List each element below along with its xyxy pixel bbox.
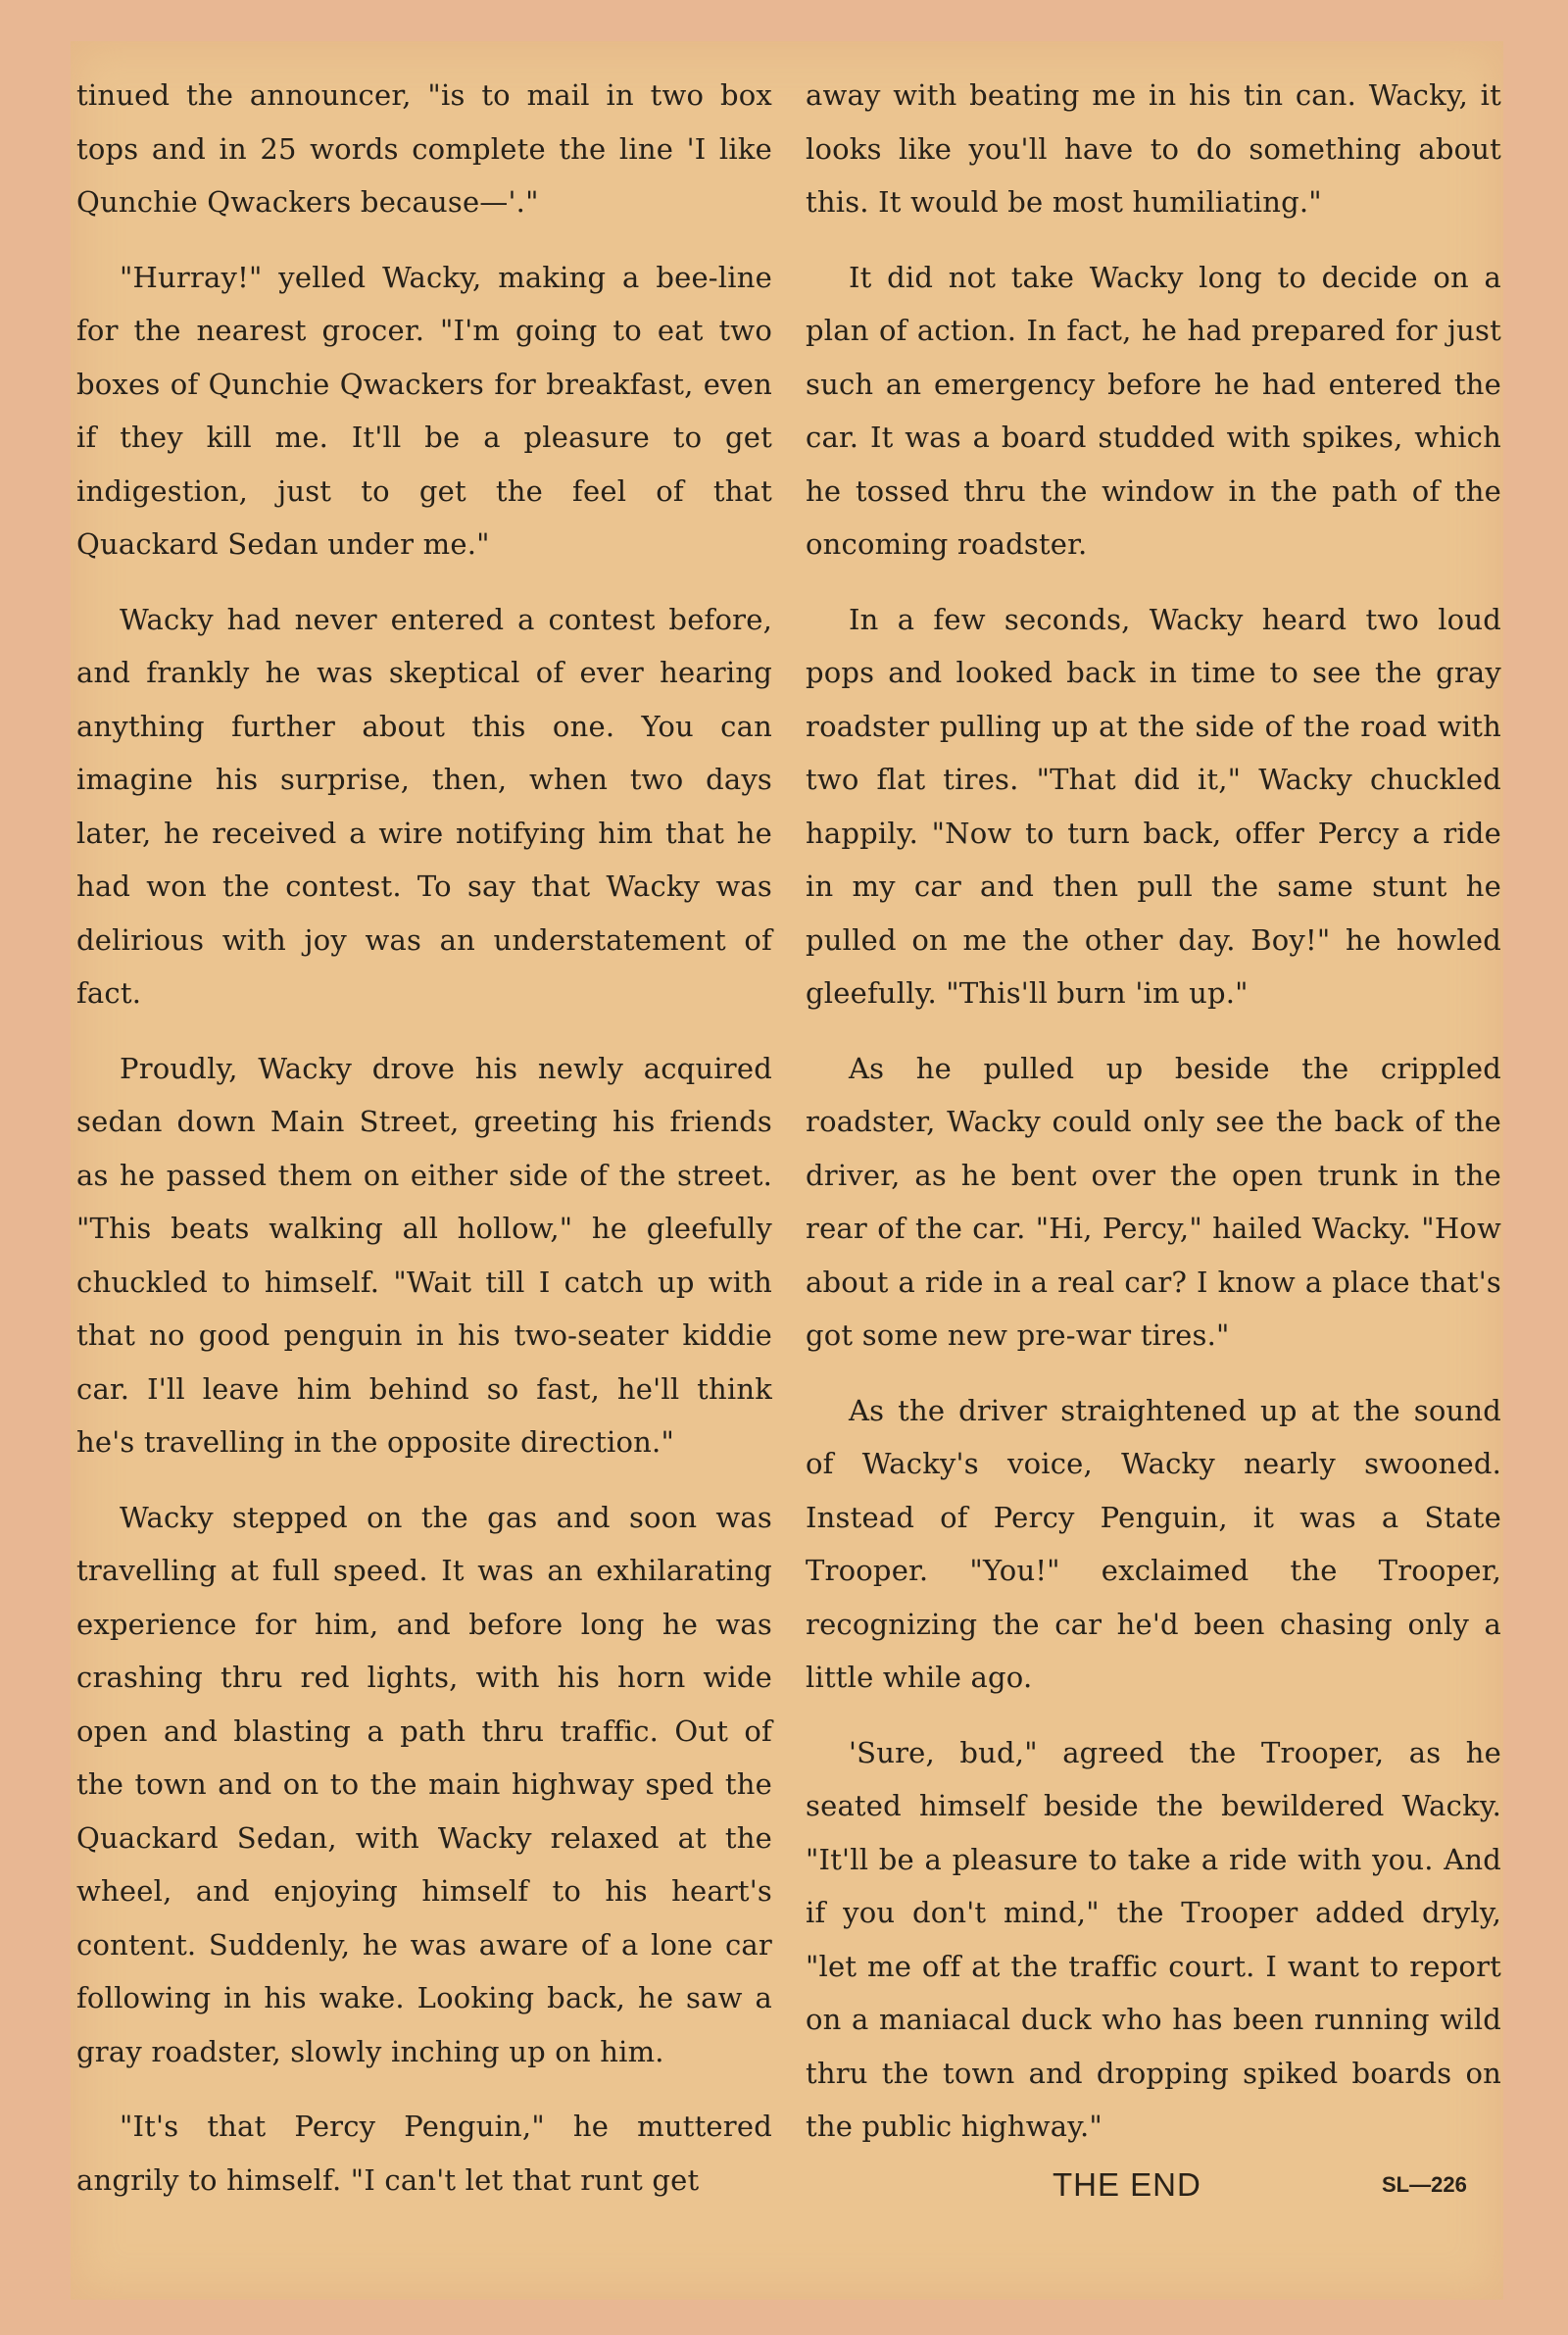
paragraph: away with beating me in his tin can. Wacky, it looks like you'll have to do something about this. It would be most humiliating." [806,78,1501,219]
right-column [806,69,1501,2175]
paragraph: "It's that Percy Penguin," he muttered angrily to himself. "I can't let that runt get [76,2110,772,2197]
page-footer [806,2166,1501,2215]
paragraph: It did not take Wacky long to decide on a plan of action. In fact, he had prepared for just such an emergency before he had entered the car. It was a board studded with spikes, which he tossed thru the window in the path of the oncoming roadster. [806,260,1501,561]
the-end-label: THE END [1053,2166,1201,2203]
left-column [76,69,772,2228]
paragraph: As he pulled up beside the crippled roadster, Wacky could only see the back of the driver, as he bent over the open trunk in the rear of the car. "Hi, Percy," hailed Wacky. "How about a ride in a real car? I know a place that's got some new pre-war tires." [806,1051,1501,1352]
paragraph: Wacky stepped on the gas and soon was travelling at full speed. It was an exhilarating experience for him, and before long he was crashing thru red lights, with his horn wide open and blasting a path thru traffic. Out of the town and on to the main highway sped the Quackard Sedan, with Wacky relaxed at the wheel, and enjoying himself to his heart's content. Suddenly, he was aware of a lone car following in his wake. Looking back, he saw a gray roadster, slowly inching up on him. [76,1500,772,2068]
paragraph: Proudly, Wacky drove his newly acquired sedan down Main Street, greeting his friends as he passed them on either side of the street. "This beats walking all hollow," he gleefully chuckled to himself. "Wait till I catch up with that no good penguin in his two-seater kiddie car. I'll leave him behind so fast, he'll think he's travelling in the opposite direction." [76,1051,772,1459]
paragraph: "Hurray!" yelled Wacky, making a bee-line for the nearest grocer. "I'm going to eat two boxes of Qunchie Qwackers for breakfast, even if they kill me. It'll be a pleasure to get indigestion, just to get the feel of that Quackard Sedan under me." [76,260,772,561]
paragraph: As the driver straightened up at the sound of Wacky's voice, Wacky nearly swooned. Instead of Percy Penguin, it was a State Trooper. "You!" exclaimed the Trooper, recognizing the car he'd been chasing only a little while ago. [806,1393,1501,1694]
paragraph: 'Sure, bud," agreed the Trooper, as he seated himself beside the bewildered Wacky. "It'll be a pleasure to take a ride with you. And if you don't mind," the Trooper added dryly, "let me off at the traffic court. I want to report on a maniacal duck who has been running wild thru the town and dropping spiked boards on the public highway." [806,1735,1501,2143]
paragraph: In a few seconds, Wacky heard two loud pops and looked back in time to see the gray roadster pulling up at the side of the road with two flat tires. "That did it," Wacky chuckled happily. "Now to turn back, offer Percy a ride in my car and then pull the same stunt he pulled on me the other day. Boy!" he howled gleefully. "This'll burn 'im up." [806,602,1501,1010]
story-code: SL—226 [1382,2172,1467,2197]
paragraph: Wacky had never entered a contest before, and frankly he was skeptical of ever hearing anything further about this one. You can imagine his surprise, then, when two days later, he received a wire notifying him that he had won the contest. To say that Wacky was delirious with joy was an understatement of fact. [76,602,772,1010]
paragraph: tinued the announcer, "is to mail in two box tops and in 25 words complete the line 'I like Qunchie Qwackers because—'." [76,78,772,219]
